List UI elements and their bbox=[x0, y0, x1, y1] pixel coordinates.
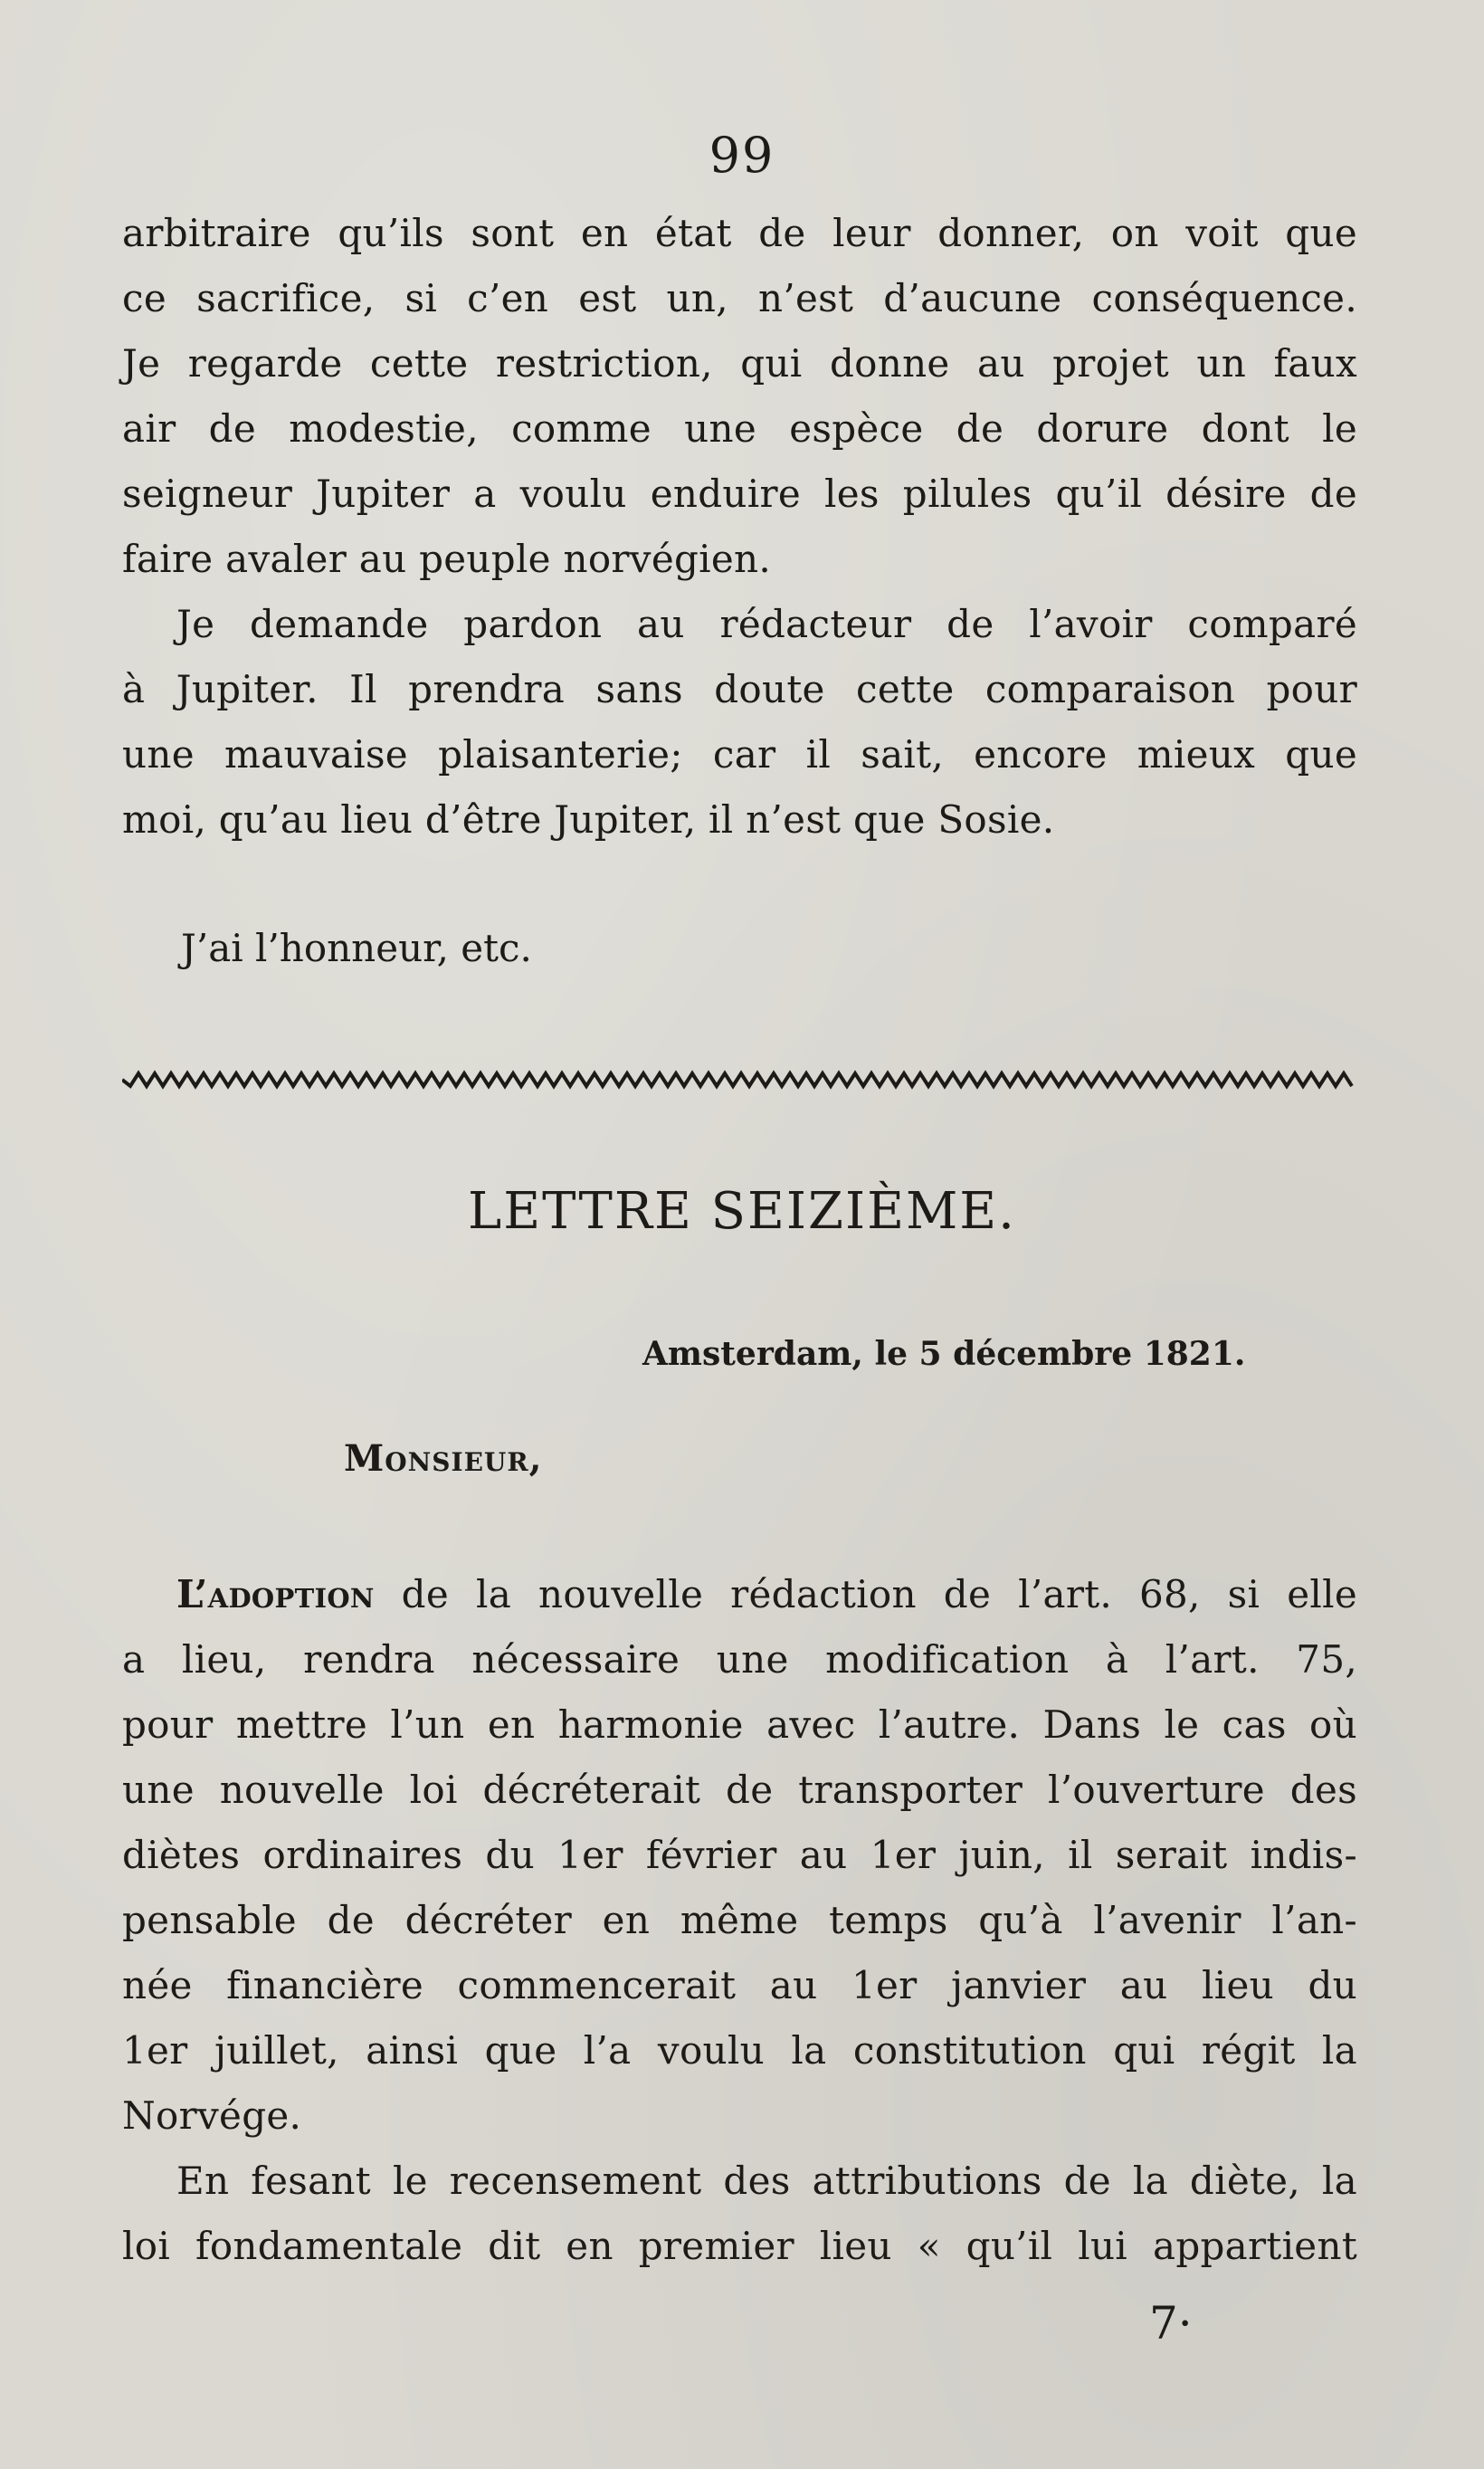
text-line: moi, qu’au lieu d’être Jupiter, il n’est que Sosie. bbox=[122, 797, 1055, 842]
text-line: pour mettre l’un en harmonie avec l’autre. Dans le cas où bbox=[122, 1702, 1357, 1747]
text-line: a lieu, rendra nécessaire une modification à l’art. 75, bbox=[122, 1637, 1357, 1682]
letter-title: LETTRE SEIZIÈME. bbox=[468, 1182, 1016, 1241]
text-line: une nouvelle loi décréterait de transporter l’ouverture des bbox=[122, 1768, 1357, 1812]
text-line: faire avaler au peuple norvégien. bbox=[122, 537, 772, 581]
signature-mark: 7· bbox=[1149, 2297, 1193, 2350]
text-line: Je regarde cette restriction, qui donne au projet un faux bbox=[122, 341, 1357, 386]
text-line: à Jupiter. Il prendra sans doute cette comparaison pour bbox=[122, 667, 1357, 711]
text-line: seigneur Jupiter a voulu enduire les pilules qu’il désire de bbox=[122, 472, 1357, 516]
paragraph-continuation bbox=[122, 201, 1357, 592]
text-line: ce sacrifice, si c’en est un, n’est d’aucune conséquence. bbox=[122, 276, 1357, 320]
letter-salutation: Monsieur, bbox=[344, 1437, 543, 1480]
paragraph-apology bbox=[122, 592, 1357, 853]
paragraph-adoption bbox=[122, 1562, 1357, 2149]
text-line: Norvége. bbox=[122, 2093, 302, 2138]
text-line: diètes ordinaires du 1er février au 1er juin, il serait indis- bbox=[122, 1833, 1357, 1877]
ornamental-divider bbox=[122, 1066, 1357, 1093]
paragraph-attributions bbox=[122, 2149, 1357, 2279]
text-line-rest: de la nouvelle rédaction de l’art. 68, si elle bbox=[374, 1572, 1357, 1616]
text-line: arbitraire qu’ils sont en état de leur donner, on voit que bbox=[122, 211, 1357, 255]
page-number: 99 bbox=[709, 127, 775, 184]
text-line: pensable de décréter en même temps qu’à l’avenir l’an- bbox=[122, 1898, 1357, 1942]
letter-signoff: J’ai l’honneur, etc. bbox=[181, 926, 532, 970]
opening-word: L’adoption bbox=[176, 1572, 375, 1616]
wavy-rule bbox=[122, 1073, 1352, 1086]
text-line: une mauvaise plaisanterie; car il sait, encore mieux que bbox=[122, 732, 1357, 777]
text-line: loi fondamentale dit en premier lieu « qu’il lui appartient bbox=[122, 2224, 1357, 2268]
text-line: En fesant le recensement des attributions de la diète, la bbox=[176, 2159, 1357, 2203]
letter-dateline: Amsterdam, le 5 décembre 1821. bbox=[642, 1335, 1246, 1373]
text-line: air de modestie, comme une espèce de dorure dont le bbox=[122, 406, 1357, 451]
text-line-first bbox=[122, 1562, 1357, 1627]
text-line: née financière commencerait au 1er janvier au lieu du bbox=[122, 1963, 1357, 2007]
text-line: Je demande pardon au rédacteur de l’avoir comparé bbox=[176, 602, 1357, 646]
text-line: 1er juillet, ainsi que l’a voulu la constitution qui régit la bbox=[122, 2028, 1357, 2073]
